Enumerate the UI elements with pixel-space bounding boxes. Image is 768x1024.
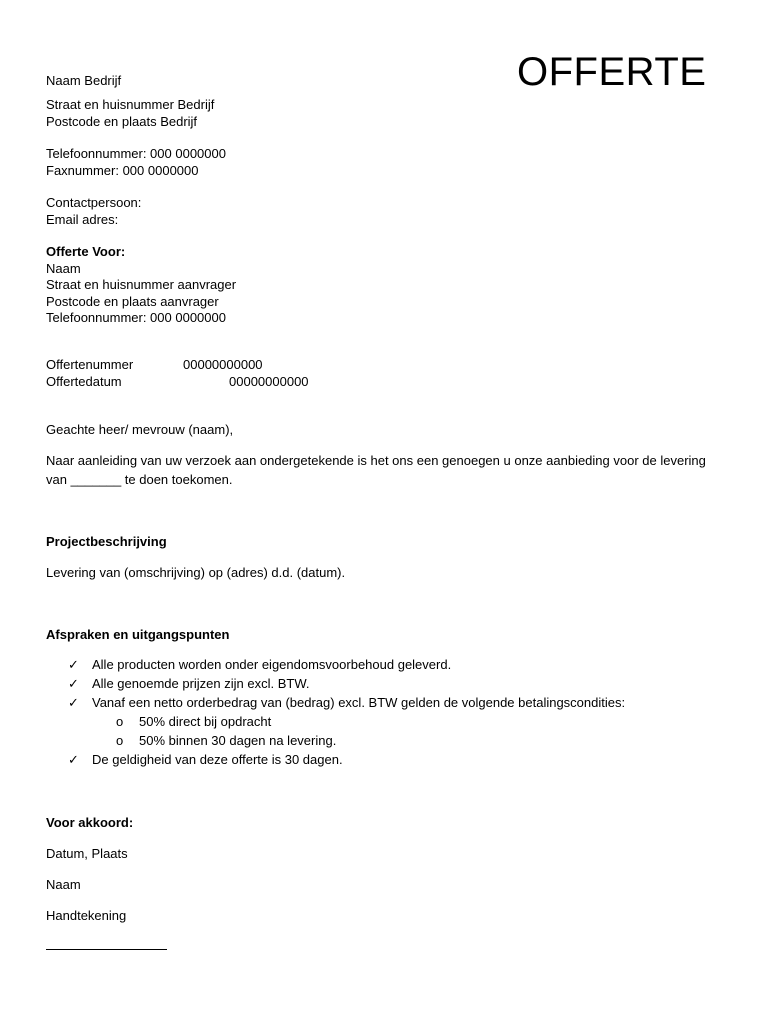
checkmark-icon: ✓ bbox=[68, 752, 79, 767]
checkmark-icon: ✓ bbox=[68, 657, 79, 672]
sender-email: Email adres: bbox=[46, 211, 119, 227]
project-text: Levering van (omschrijving) op (adres) d.d. (datum). bbox=[46, 565, 346, 580]
signature-line bbox=[46, 949, 167, 950]
sender-block bbox=[46, 73, 121, 90]
sender-fax: Faxnummer: 000 0000000 bbox=[46, 162, 199, 178]
sub-list-item-text: 50% direct bij opdracht bbox=[139, 714, 272, 729]
recipient-postcode: Postcode en plaats aanvrager bbox=[46, 293, 219, 309]
document-title: OFFERTE bbox=[517, 50, 707, 94]
list-item bbox=[46, 750, 736, 769]
circle-bullet-icon: o bbox=[116, 733, 124, 748]
list-item bbox=[46, 655, 736, 674]
list-item-text: Alle genoemde prijzen zijn excl. BTW. bbox=[92, 676, 310, 691]
quote-date-value: 00000000000 bbox=[229, 374, 309, 389]
quote-date-row bbox=[46, 374, 446, 391]
salutation: Geachte heer/ mevrouw (naam), bbox=[46, 422, 234, 437]
sender-phone: Telefoonnummer: 000 0000000 bbox=[46, 146, 226, 161]
sender-address bbox=[46, 97, 214, 130]
intro-line-2: van _______ te doen toekomen. bbox=[46, 472, 233, 487]
recipient-street: Straat en huisnummer aanvrager bbox=[46, 277, 237, 292]
sub-list-item bbox=[46, 712, 736, 731]
checkmark-icon: ✓ bbox=[68, 676, 79, 691]
agreements-heading: Afspraken en uitgangspunten bbox=[46, 627, 230, 642]
sender-phone-block bbox=[46, 146, 226, 179]
circle-bullet-icon: o bbox=[116, 714, 124, 729]
sender-contact-block bbox=[46, 195, 141, 228]
sender-contact: Contactpersoon: bbox=[46, 195, 142, 210]
project-heading: Projectbeschrijving bbox=[46, 534, 167, 549]
recipient-block bbox=[46, 244, 236, 327]
recipient-phone: Telefoonnummer: 000 0000000 bbox=[46, 310, 226, 325]
quote-date-label: Offertedatum bbox=[46, 374, 122, 389]
approval-signature: Handtekening bbox=[46, 908, 127, 923]
quote-info bbox=[46, 357, 446, 391]
approval-date-place: Datum, Plaats bbox=[46, 846, 128, 861]
recipient-heading: Offerte Voor: bbox=[46, 244, 126, 259]
sender-postcode: Postcode en plaats Bedrijf bbox=[46, 113, 198, 129]
approval-name: Naam bbox=[46, 877, 81, 892]
quote-number-row bbox=[46, 357, 446, 374]
sender-company: Naam Bedrijf bbox=[46, 73, 122, 88]
intro-line-1: Naar aanleiding van uw verzoek aan ondergetekende is het ons een genoegen u onze aanbieding voor de levering bbox=[46, 453, 706, 468]
quote-number-label: Offertenummer bbox=[46, 357, 134, 372]
approval-heading: Voor akkoord: bbox=[46, 815, 134, 830]
sub-list-item-text: 50% binnen 30 dagen na levering. bbox=[139, 733, 337, 748]
recipient-name: Naam bbox=[46, 260, 81, 276]
quote-number-value: 00000000000 bbox=[183, 357, 263, 372]
agreements-list bbox=[46, 655, 736, 769]
list-item bbox=[46, 693, 736, 712]
list-item bbox=[46, 674, 736, 693]
sender-street: Straat en huisnummer Bedrijf bbox=[46, 97, 215, 112]
intro-paragraph bbox=[46, 451, 726, 489]
list-item-text: De geldigheid van deze offerte is 30 dagen. bbox=[92, 752, 343, 767]
list-item-text: Alle producten worden onder eigendomsvoorbehoud geleverd. bbox=[92, 657, 452, 672]
list-item-text: Vanaf een netto orderbedrag van (bedrag) excl. BTW gelden de volgende betalingscondities: bbox=[92, 695, 626, 710]
checkmark-icon: ✓ bbox=[68, 695, 79, 710]
sub-list-item bbox=[46, 731, 736, 750]
